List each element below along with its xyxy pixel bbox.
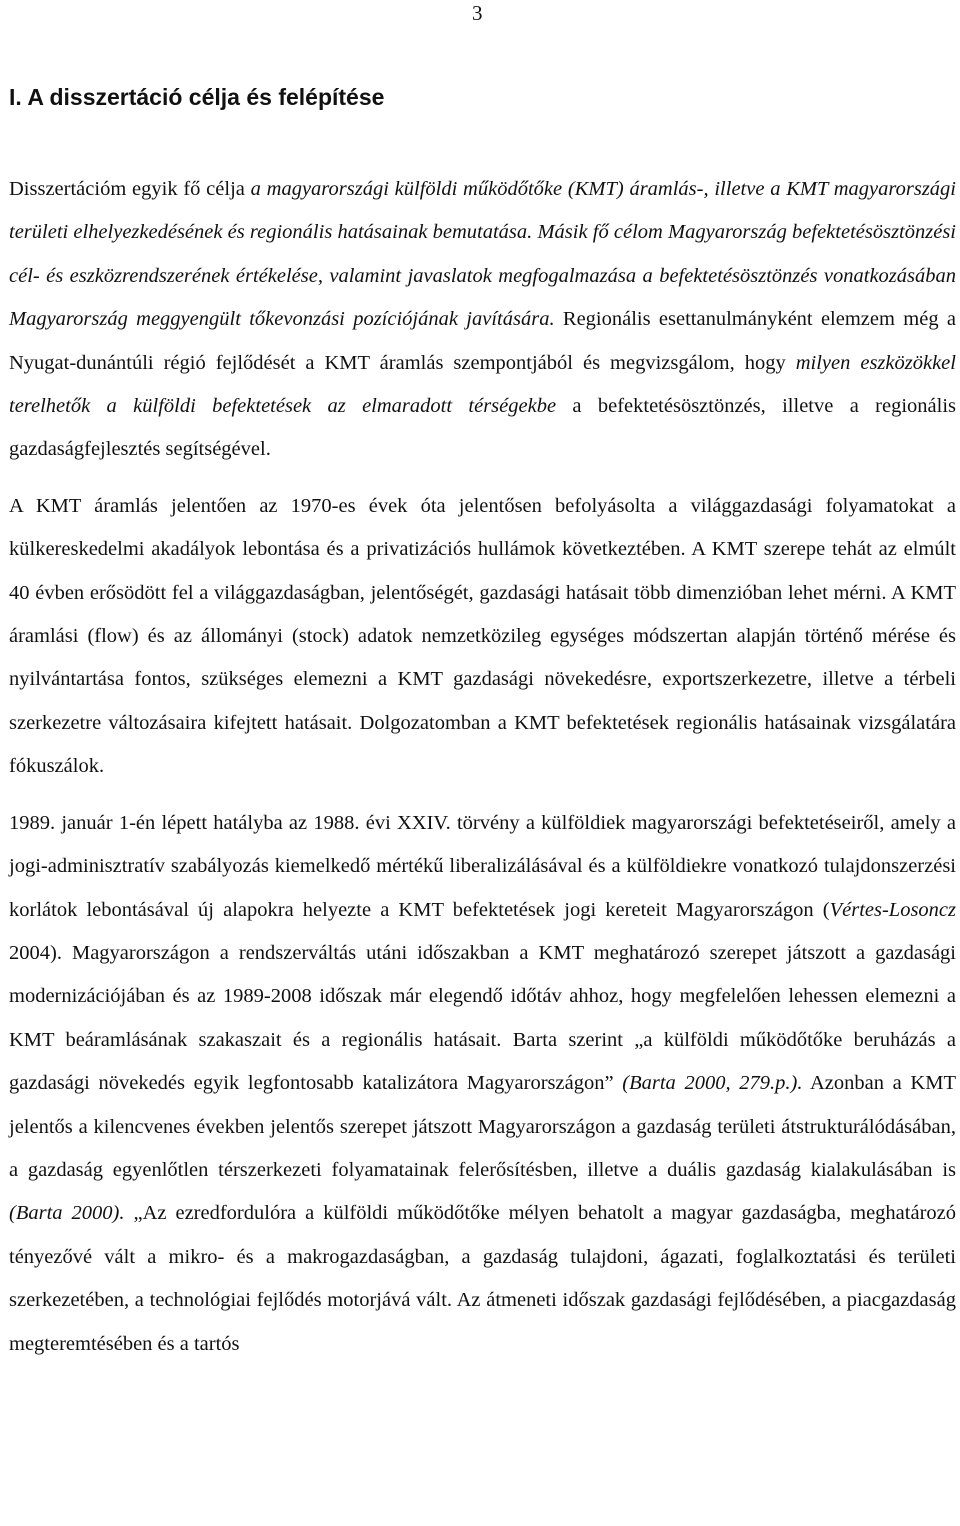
chapter-title: I. A disszertáció célja és felépítése — [9, 84, 385, 110]
paragraph-aims-emphasis-goals: a magyarországi külföldi működőtőke (KMT) áramlás-, illetve a KMT magyarországi területi elhelyezkedésének és regionális hatásainak bemutatása. Másik fő célom Magyarország befektetésösztönzési cél- és eszközrendszerének értékelése, valamint javaslatok megfogalmazása a befektetésösztönzés vonatkozásában Magyarország meggyengült tőkevonzási pozíciójának javítására. — [9, 178, 957, 331]
citation-vertes-losoncz: Vértes-Losoncz — [829, 898, 956, 921]
page-number: 3 — [472, 1, 483, 25]
paragraph-legal-framework-continued: Azonban a KMT jelentős a kilencvenes években jelentős szerepet játszott Magyarországon a gazdaság területi átstrukturálódásában, a gazdaság egyenlőtlen térszerkezeti folyamatainak felerősítésben, illetve a duális gazdaság kialakulásában is — [9, 1072, 956, 1181]
paragraph-fdi-flow-text: A KMT áramlás jelentően az 1970-es évek óta jelentősen befolyásolta a világgazdasági folyamatokat a külkereskedelmi akadályok lebontása és a privatizációs hullámok következtében. A KMT szerepe tehát az elmúlt 40 évben erősödött fel a világgazdaságban, jelentőségét, gazdasági hatásait több dimenzióban lehet mérni. A KMT áramlási (flow) és az állományi (stock) adatok nemzetközileg egységes módszertan alapján történő mérése és nyilvántartása fontos, szükséges elemezni a KMT gazdasági növekedésre, exportszerkezetre, illetve a térbeli szerkezetre változásaira kifejtett hatásait. Dolgozatomban a KMT befektetések regionális hatásainak vizsgálatára fókuszálok. — [9, 494, 956, 778]
paragraph-aims-tail: a befektetésösztönzés, illetve a regionális gazdaságfejlesztés segítségével. — [9, 395, 956, 461]
paragraph-aims-emphasis-tools: milyen eszközökkel terelhetők a külföldi befektetések az elmaradott térségekbe — [9, 351, 956, 418]
paragraph-legal-framework-middle: 2004). Magyarországon a rendszerváltás utáni időszakban a KMT meghatározó szerepet játszott a gazdasági modernizációjában és az 1989-2008 időszak már elegendő időtáv ahhoz, hogy megfelelően lehessen elemezni a KMT beáramlásának szakaszait és a regionális hatásait. Barta szerint „a külföldi működőtőke beruházás a gazdasági növekedés egyik legfontosabb katalizátora Magyarországon” — [9, 941, 956, 1095]
citation-barta-2000: (Barta 2000). — [9, 1202, 125, 1225]
paragraph-legal-framework-quote: „Az ezredfordulóra a külföldi működőtőke mélyen behatolt a magyar gazdaságba, meghatározó tényezővé vált a mikro- és a makrogazdaságban, a gazdaság tulajdoni, ágazati, foglalkoztatási és területi szerkezetében, a technológiai fejlődés motorjává vált. Az átmeneti időszak gazdasági fejlődésében, a piacgazdaság megteremtésében és a tartós — [9, 1202, 956, 1355]
paragraph-fdi-flow — [9, 485, 956, 789]
paragraph-legal-framework — [9, 802, 956, 1366]
paragraph-aims-lead: Disszertációm egyik fő célja — [9, 178, 251, 200]
paragraph-legal-framework-lead: 1989. január 1-én lépett hatályba az 1988. évi XXIV. törvény a külföldiek magyarországi befektetéseiről, amely a jogi-adminisztratív szabályozás kiemelkedő mértékű liberalizálásával és a külföldiekre vonatkozó tulajdonszerzési korlátok lebontásával új alapokra helyezte a KMT befektetések jogi kereteit Magyarországon ( — [9, 811, 956, 921]
citation-barta-2000-279: (Barta 2000, 279.p.). — [622, 1072, 803, 1095]
paragraph-aims-regional: Regionális esettanulmányként elemzem még a Nyugat-dunántúli régió fejlődését a KMT áramlás szempontjából és megvizsgálom, hogy — [9, 308, 956, 374]
paragraph-aims — [9, 168, 956, 472]
body-text — [9, 168, 956, 1366]
